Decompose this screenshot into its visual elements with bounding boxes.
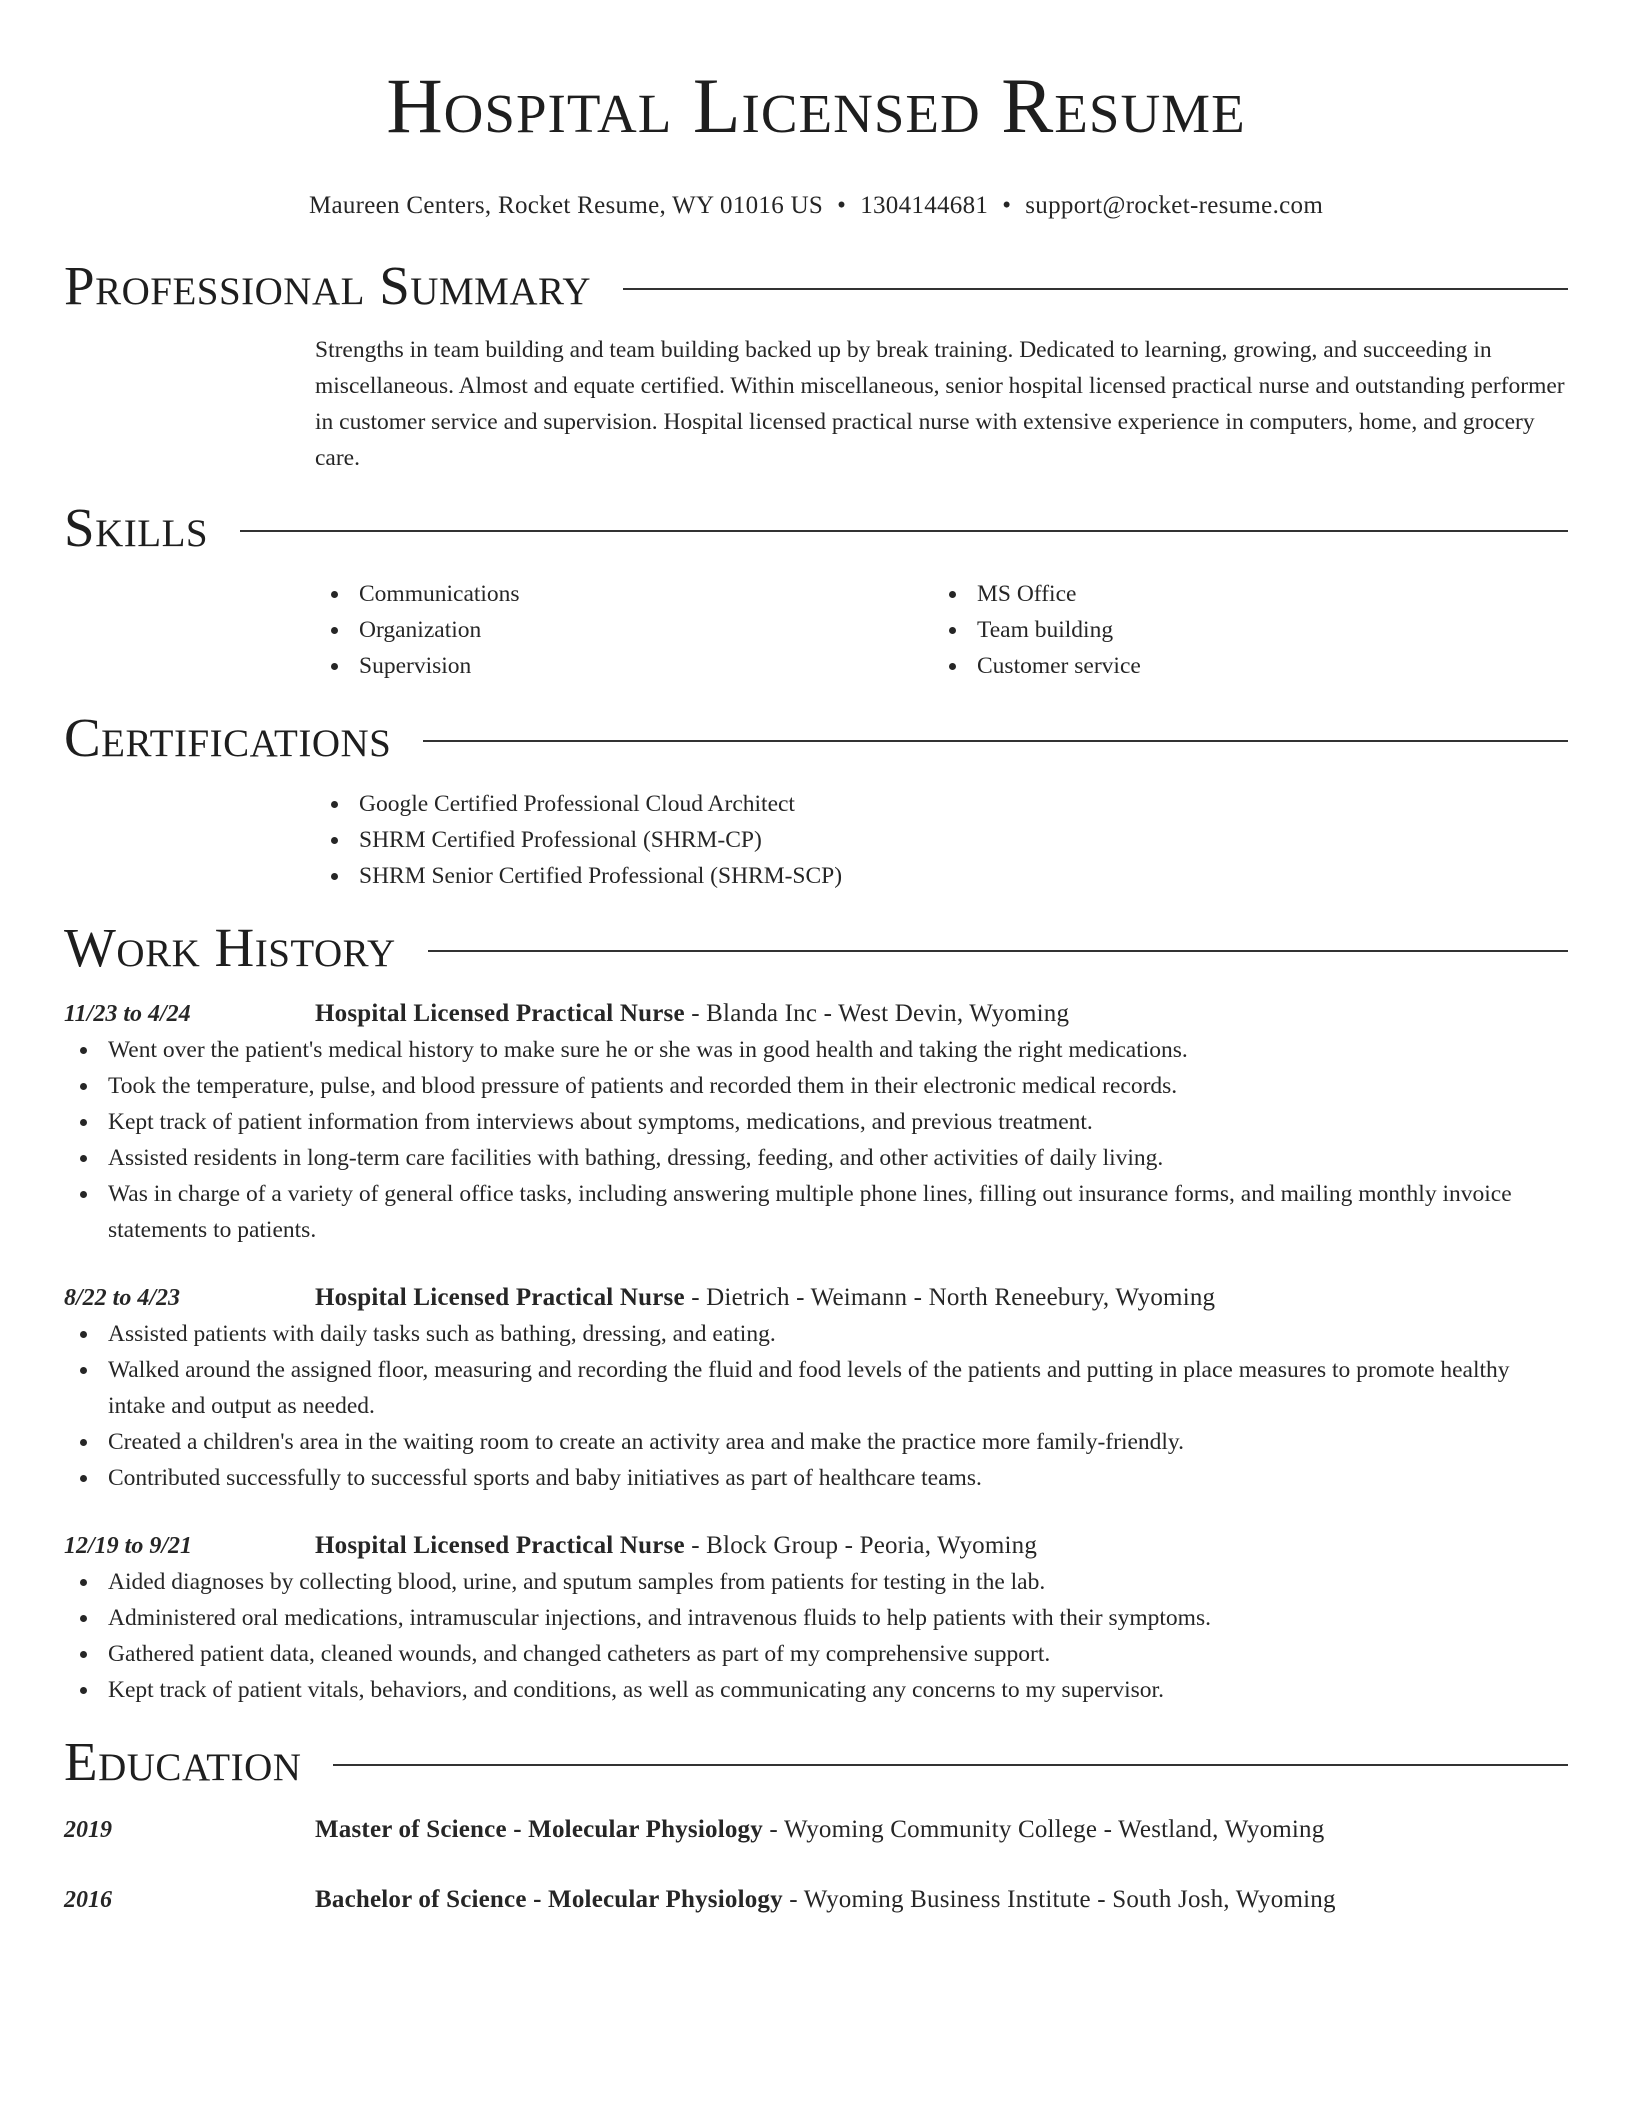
section-title-skills: Skills [64, 497, 209, 558]
job-bullet: Went over the patient's medical history to make sure he or she was in good health and taking the right medications. [64, 1032, 1568, 1068]
job-entry [64, 1528, 1568, 1708]
skills-list [315, 576, 1568, 684]
skill-item: Supervision [315, 648, 933, 684]
education-entry [64, 1882, 1568, 1918]
contact-address: Maureen Centers, Rocket Resume, WY 01016 US [308, 192, 824, 219]
job-employer: - Block Group - Peoria, Wyoming [684, 1532, 1038, 1559]
section-header-certifications [64, 706, 1568, 770]
skill-item: Organization [315, 612, 933, 648]
job-bullet: Contributed successfully to successful sports and baby initiatives as part of healthcare teams. [64, 1460, 1568, 1496]
skills-column-right [933, 576, 1568, 684]
certification-item: SHRM Certified Professional (SHRM-CP) [315, 822, 1568, 858]
job-bullets [64, 1032, 1568, 1248]
education-school: - Wyoming Business Institute - South Josh, Wyoming [782, 1886, 1336, 1913]
summary-text: Strengths in team building and team building backed up by break training. Dedicated to learning, growing, and succeeding in miscellaneous. Almost and equate certified. Within miscellaneous, senior hospital licensed practical nurse and outstanding performer in customer service and supervision. Hospital licensed practical nurse with extensive experience in computers, home, and grocery care. [315, 337, 1565, 471]
certifications-list [315, 786, 1568, 894]
skill-item: Communications [315, 576, 933, 612]
job-bullet: Gathered patient data, cleaned wounds, and changed catheters as part of my comprehensive support. [64, 1636, 1568, 1672]
certification-item: SHRM Senior Certified Professional (SHRM-SCP) [315, 858, 1568, 894]
job-bullets [64, 1564, 1568, 1708]
section-title-work-history: Work History [64, 917, 396, 978]
education-school: - Wyoming Community College - Westland, Wyoming [762, 1816, 1325, 1843]
job-bullet: Walked around the assigned floor, measuring and recording the fluid and food levels of the patients and putting in place measures to promote healthy intake and output as needed. [64, 1352, 1568, 1424]
skills-column-left [315, 576, 933, 684]
section-divider [623, 288, 1568, 290]
job-bullet: Kept track of patient information from interviews about symptoms, medications, and previous treatment. [64, 1104, 1568, 1140]
section-title-summary: Professional Summary [64, 255, 592, 316]
education-degree: Master of Science - Molecular Physiology [315, 1816, 763, 1843]
job-heading [315, 1280, 1568, 1316]
job-entry [64, 996, 1568, 1248]
job-title: Hospital Licensed Practical Nurse [315, 1532, 685, 1559]
section-divider [240, 530, 1568, 532]
job-entry [64, 1280, 1568, 1496]
skill-item: Team building [933, 612, 1568, 648]
contact-phone: 1304144681 [860, 192, 989, 219]
contact-separator: • [837, 192, 847, 219]
skill-item: MS Office [933, 576, 1568, 612]
job-bullet: Created a children's area in the waiting room to create an activity area and make the practice more family-friendly. [64, 1424, 1568, 1460]
job-dates: 11/23 to 4/24 [64, 1001, 191, 1027]
job-heading [315, 996, 1568, 1032]
contact-line [64, 190, 1568, 222]
certification-item: Google Certified Professional Cloud Architect [315, 786, 1568, 822]
job-employer: - Blanda Inc - West Devin, Wyoming [684, 1000, 1070, 1027]
contact-email: support@rocket-resume.com [1025, 192, 1324, 219]
section-header-education [64, 1730, 1568, 1794]
job-bullet: Was in charge of a variety of general office tasks, including answering multiple phone lines, filling out insurance forms, and mailing monthly invoice statements to patients. [64, 1176, 1568, 1248]
page-title: Hospital Licensed Resume [386, 62, 1246, 149]
section-divider [428, 950, 1568, 952]
job-employer: - Dietrich - Weimann - North Reneebury, Wyoming [684, 1284, 1216, 1311]
section-title-certifications: Certifications [64, 707, 392, 768]
job-title: Hospital Licensed Practical Nurse [315, 1000, 685, 1027]
job-bullet: Assisted residents in long-term care facilities with bathing, dressing, feeding, and other activities of daily living. [64, 1140, 1568, 1176]
job-bullets [64, 1316, 1568, 1496]
job-dates: 8/22 to 4/23 [64, 1285, 181, 1311]
job-heading [315, 1528, 1568, 1564]
section-title-education: Education [64, 1731, 302, 1792]
section-divider [333, 1764, 1568, 1766]
section-header-skills [64, 496, 1568, 560]
job-bullet: Took the temperature, pulse, and blood pressure of patients and recorded them in their electronic medical records. [64, 1068, 1568, 1104]
job-bullet: Kept track of patient vitals, behaviors, and conditions, as well as communicating any concerns to my supervisor. [64, 1672, 1568, 1708]
education-heading [315, 1812, 1568, 1848]
skill-item: Customer service [933, 648, 1568, 684]
education-year: 2019 [64, 1817, 112, 1843]
section-header-summary [64, 254, 1568, 318]
job-bullet: Administered oral medications, intramuscular injections, and intravenous fluids to help patients with their symptoms. [64, 1600, 1568, 1636]
education-degree: Bachelor of Science - Molecular Physiology [315, 1886, 783, 1913]
section-header-work-history [64, 916, 1568, 980]
job-bullet: Aided diagnoses by collecting blood, urine, and sputum samples from patients for testing in the lab. [64, 1564, 1568, 1600]
resume-page [64, 60, 1568, 1918]
education-heading [315, 1882, 1568, 1918]
section-divider [423, 740, 1568, 742]
contact-separator: • [1002, 192, 1012, 219]
job-dates: 12/19 to 9/21 [64, 1533, 193, 1559]
education-entry [64, 1812, 1568, 1848]
education-year: 2016 [64, 1887, 112, 1913]
job-bullet: Assisted patients with daily tasks such as bathing, dressing, and eating. [64, 1316, 1568, 1352]
job-title: Hospital Licensed Practical Nurse [315, 1284, 685, 1311]
